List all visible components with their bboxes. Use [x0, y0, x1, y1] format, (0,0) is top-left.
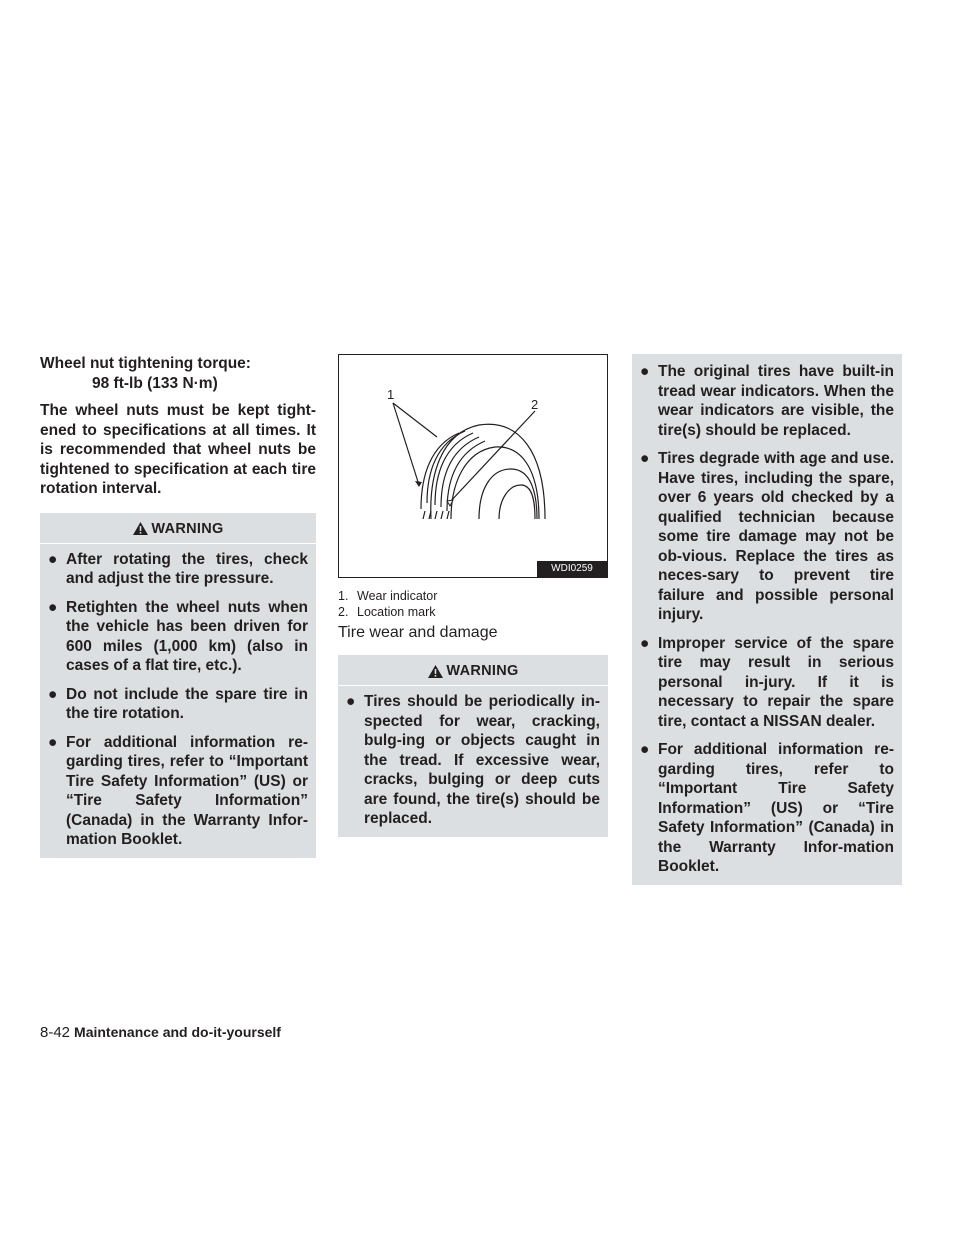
- torque-heading: Wheel nut tightening torque:: [40, 355, 251, 372]
- figure-callout-1: 1: [387, 387, 395, 402]
- chapter-title: Maintenance and do-it-yourself: [74, 1024, 281, 1040]
- bullet-icon: ●: [48, 685, 58, 703]
- figure-code: WDI0259: [537, 561, 607, 577]
- warning-item: ● Improper service of the spare tire may result in serious personal in-jury. If it is necessary to repair the spare tire, contact a NISSAN dealer.: [640, 634, 894, 730]
- bullet-icon: ●: [48, 733, 58, 751]
- figure-legend: [338, 588, 608, 620]
- warning-triangle-icon: [427, 664, 444, 679]
- warning-list: [346, 692, 600, 829]
- tire-wear-figure: [338, 354, 608, 578]
- torque-paragraph: The wheel nuts must be kept tight-ened to specifications at all times. It is recommended that wheel nuts be tightened to specification at each tire rotation interval.: [40, 402, 316, 497]
- warning-title: WARNING: [151, 520, 224, 537]
- warning-header: [40, 519, 316, 544]
- warning-box-continued: [632, 354, 902, 885]
- warning-triangle-icon: [132, 521, 149, 536]
- warning-item: ● For additional information re-garding tires, refer to “Important Tire Safety Information” (US) or “Tire Safety Information” (Canada) in the Warranty Infor-mation Booklet.: [640, 741, 894, 875]
- bullet-icon: ●: [48, 598, 58, 616]
- column-2: [338, 354, 608, 837]
- warning-header: [338, 661, 608, 686]
- column-3: [632, 354, 902, 885]
- warning-item: ● After rotating the tires, check and adjust the tire pressure.: [48, 550, 308, 587]
- bullet-icon: ●: [640, 634, 650, 652]
- legend-item: 1. Wear indicator: [338, 589, 438, 603]
- warning-item: ● Tires should be periodically in-spected for wear, cracking, bulg-ing or objects caught in the tread. If excessive wear, cracks, bulging or deep cuts are found, the tire(s) should be replaced.: [346, 693, 600, 827]
- bullet-icon: ●: [640, 741, 650, 758]
- warning-title: WARNING: [446, 663, 519, 679]
- legend-item: 2. Location mark: [338, 605, 436, 619]
- warning-item: ● Do not include the spare tire in the tire rotation.: [48, 685, 308, 722]
- bullet-icon: ●: [346, 693, 356, 710]
- bullet-icon: ●: [48, 550, 58, 568]
- tire-illustration: [339, 355, 607, 577]
- column-1: [40, 354, 316, 858]
- torque-value: 98 ft-lb (133 N·m): [92, 374, 218, 392]
- page-number: 8-42: [40, 1024, 71, 1041]
- figure-callout-2: 2: [531, 397, 539, 412]
- bullet-icon: ●: [640, 363, 650, 380]
- warning-box-rotation: [40, 513, 316, 858]
- warning-item: ● Retighten the wheel nuts when the vehicle has been driven for 600 miles (1,000 km) (also in cases of a flat tire, etc.).: [48, 598, 308, 674]
- torque-intro: [40, 354, 316, 499]
- warning-list: [48, 550, 308, 850]
- warning-box-tire-wear: [338, 655, 608, 837]
- warning-item: ● For additional information re-garding tires, refer to “Important Tire Safety Information” (US) or “Tire Safety Information” (Canada) in the Warranty Infor-mation Booklet.: [48, 733, 308, 848]
- warning-item: ● The original tires have built-in tread wear indicators. When the wear indicators are visible, the tire(s) should be replaced.: [640, 363, 894, 439]
- section-title: Tire wear and damage: [338, 624, 498, 641]
- page-footer: [40, 1024, 281, 1041]
- warning-list: [640, 362, 894, 877]
- warning-item: ● Tires degrade with age and use. Have tires, including the spare, over 6 years old checked by a qualified technician because some tire damage may not be ob-vious. Replace the tires as neces-sary to prevent tire failure and possible personal injury.: [640, 450, 894, 623]
- bullet-icon: ●: [640, 450, 650, 467]
